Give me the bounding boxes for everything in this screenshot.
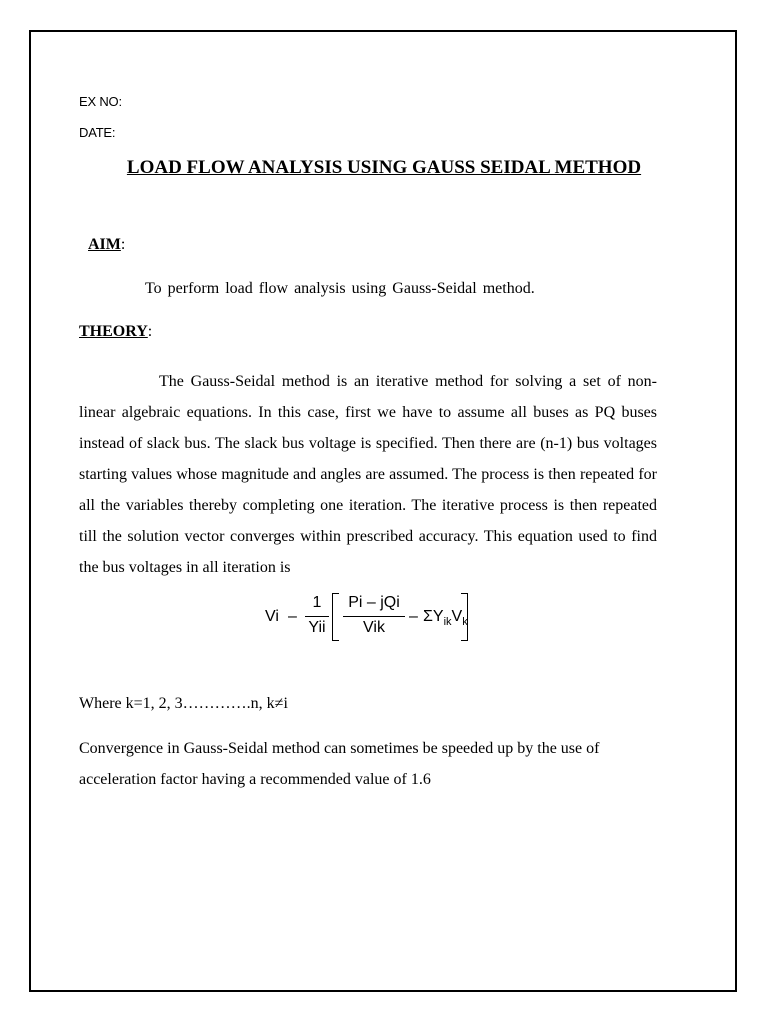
- formula-fraction-1-bar: [305, 616, 329, 617]
- page-title: LOAD FLOW ANALYSIS USING GAUSS SEIDAL METHOD: [126, 157, 642, 178]
- formula-fraction-2-bar: [343, 616, 405, 617]
- aim-heading-colon: :: [120, 236, 126, 253]
- formula-minus: –: [409, 608, 418, 625]
- theory-heading-colon: :: [147, 323, 153, 340]
- formula-fraction-1-numerator: 1: [312, 594, 322, 611]
- aim-heading-text: AIM: [88, 236, 121, 253]
- theory-paragraph-text: The Gauss-Seidal method is an iterative method for solving a set of non-linear algebraic equations. In this case, first we have to assume all buses as PQ buses instead of slack bus. The slack bus voltage is specified. Then there are (n-1) bus voltages starting values whose magnitude and angles are assumed. The process is then repeated for all the variables thereby completing one iteration. The iterative process is then repeated till the solution vector converges within prescribed accuracy. This equation used to find the bus voltages in all iteration is: [79, 373, 657, 576]
- formula-equals: –: [288, 608, 297, 625]
- where-text: Where k=1, 2, 3………….n, k≠i: [79, 695, 288, 712]
- formula-fraction-2: [343, 594, 405, 637]
- theory-heading: [79, 323, 152, 341]
- formula-sum-subscript-1: ik: [443, 616, 452, 629]
- convergence-text: Convergence in Gauss-Seidal method can sometimes be speeded up by the use of acceleration factor having a recommended value of 1.6: [79, 740, 600, 788]
- date-label: DATE:: [79, 125, 116, 140]
- formula-sum-symbol: ΣY: [423, 608, 444, 625]
- formula-left-bracket: [332, 593, 339, 641]
- aim-heading: [88, 236, 125, 254]
- theory-paragraph: [79, 366, 657, 583]
- formula-fraction-1-denominator: Yii: [308, 619, 326, 636]
- formula-fraction-2-numerator: Pi – jQi: [348, 594, 400, 611]
- formula-v: V: [451, 608, 463, 625]
- theory-heading-text: THEORY: [79, 323, 148, 340]
- formula-right-bracket: [461, 593, 468, 641]
- gauss-seidal-formula: [265, 590, 475, 646]
- formula-fraction-2-denominator: Vik: [363, 619, 385, 636]
- ex-no-label: EX NO:: [79, 94, 122, 109]
- aim-text: To perform load flow analysis using Gauss-Seidal method.: [145, 280, 535, 297]
- formula-sum-subscript-2: k: [462, 616, 468, 629]
- formula-lhs: Vi: [265, 608, 279, 625]
- formula-fraction-1: [305, 594, 329, 637]
